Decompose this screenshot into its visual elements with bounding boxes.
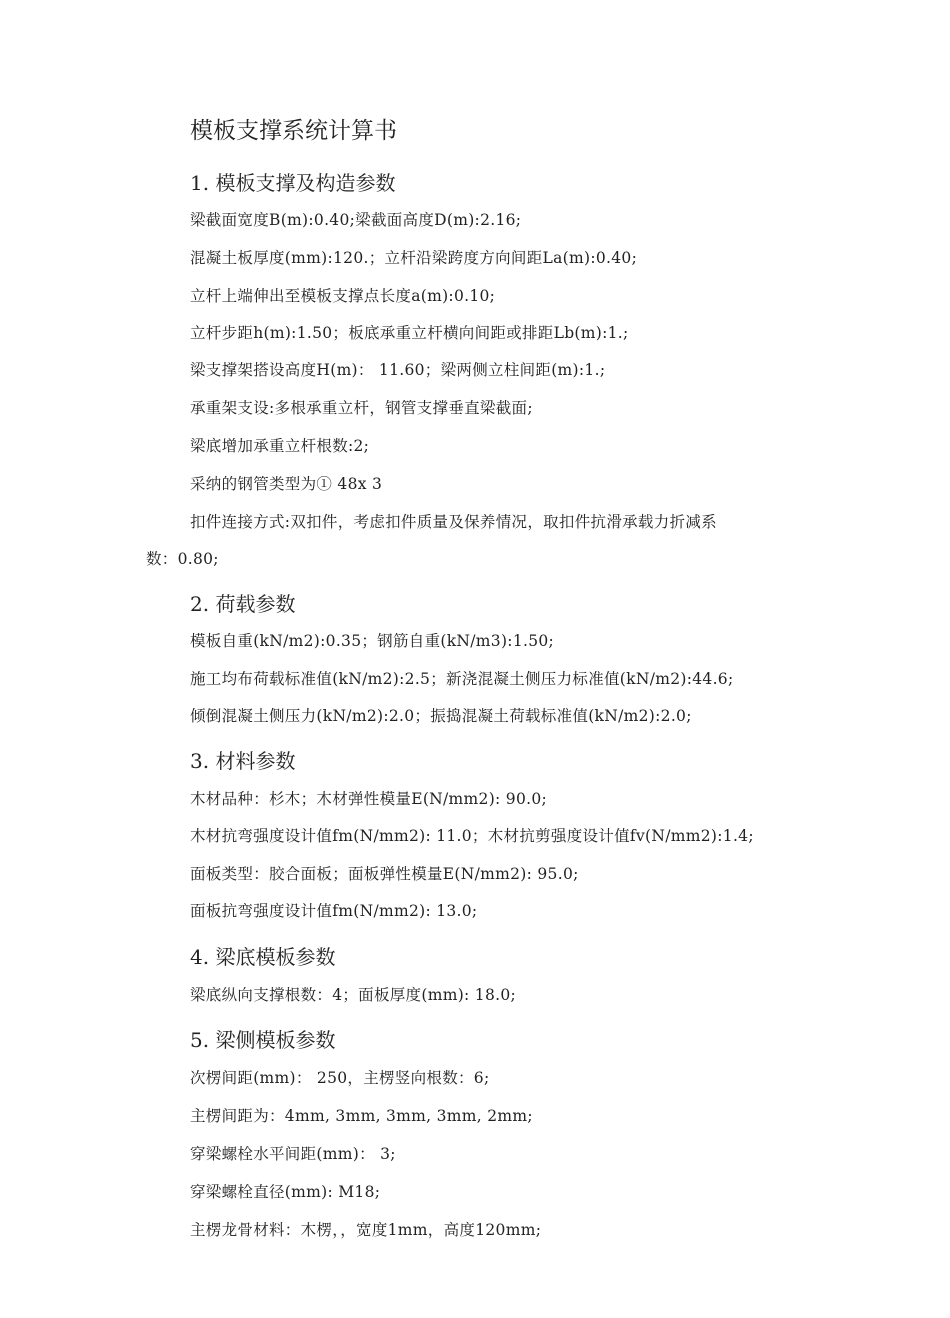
- section-heading-2: 2. 荷载参数: [190, 592, 296, 616]
- param-line: 次楞间距(mm)： 250，主楞竖向根数：6;: [190, 1069, 490, 1087]
- document-title: 模板支撑系统计算书: [190, 118, 397, 144]
- param-line: 穿梁螺栓直径(mm): M18;: [190, 1183, 381, 1201]
- param-line: 面板抗弯强度设计值fm(N/mm2): 13.0;: [190, 902, 478, 920]
- param-line: 梁底增加承重立杆根数:2;: [190, 437, 370, 455]
- param-line: 扣件连接方式:双扣件，考虑扣件质量及保养情况，取扣件抗滑承载力折减系: [190, 513, 717, 531]
- param-line: 梁截面宽度B(m):0.40;梁截面高度D(m):2.16;: [190, 211, 522, 229]
- section-heading-1: 1. 模板支撑及构造参数: [190, 171, 396, 195]
- param-line: 主楞间距为：4mm, 3mm, 3mm, 3mm, 2mm;: [190, 1107, 533, 1125]
- param-line: 采纳的钢管类型为① 48x 3: [190, 475, 383, 493]
- param-line: 主楞龙骨材料：木楞，，宽度1mm，高度120mm;: [190, 1221, 542, 1239]
- param-line: 穿梁螺栓水平间距(mm)： 3;: [190, 1145, 396, 1163]
- param-line-continuation: 数：0.80;: [146, 550, 219, 568]
- param-line: 木材品种：杉木；木材弹性模量E(N/mm2): 90.0;: [190, 790, 548, 808]
- param-line: 倾倒混凝土侧压力(kN/m2):2.0；振捣混凝土荷载标准值(kN/m2):2.0;: [190, 707, 692, 725]
- param-line: 模板自重(kN/m2):0.35；钢筋自重(kN/m3):1.50;: [190, 632, 555, 650]
- param-line: 面板类型：胶合面板；面板弹性模量E(N/mm2): 95.0;: [190, 865, 579, 883]
- param-line: 立杆上端伸出至模板支撑点长度a(m):0.10;: [190, 287, 496, 305]
- param-line: 承重架支设:多根承重立杆，钢管支撑垂直梁截面;: [190, 399, 533, 417]
- section-heading-4: 4. 梁底模板参数: [190, 945, 336, 969]
- param-line: 立杆步距h(m):1.50；板底承重立杆横向间距或排距Lb(m):1.;: [190, 324, 629, 342]
- param-line: 混凝土板厚度(mm):120.；立杆沿梁跨度方向间距La(m):0.40;: [190, 249, 638, 267]
- section-heading-3: 3. 材料参数: [190, 749, 296, 773]
- param-line: 梁支撑架搭设高度H(m)： 11.60；梁两侧立柱间距(m):1.;: [190, 361, 606, 379]
- param-line: 木材抗弯强度设计值fm(N/mm2): 11.0；木材抗剪强度设计值fv(N/mm2):1.4;: [190, 827, 754, 845]
- param-line: 施工均布荷载标准值(kN/m2):2.5；新浇混凝土侧压力标准值(kN/m2):44.6;: [190, 670, 734, 688]
- param-line: 梁底纵向支撑根数：4；面板厚度(mm): 18.0;: [190, 986, 517, 1004]
- section-heading-5: 5. 梁侧模板参数: [190, 1028, 336, 1052]
